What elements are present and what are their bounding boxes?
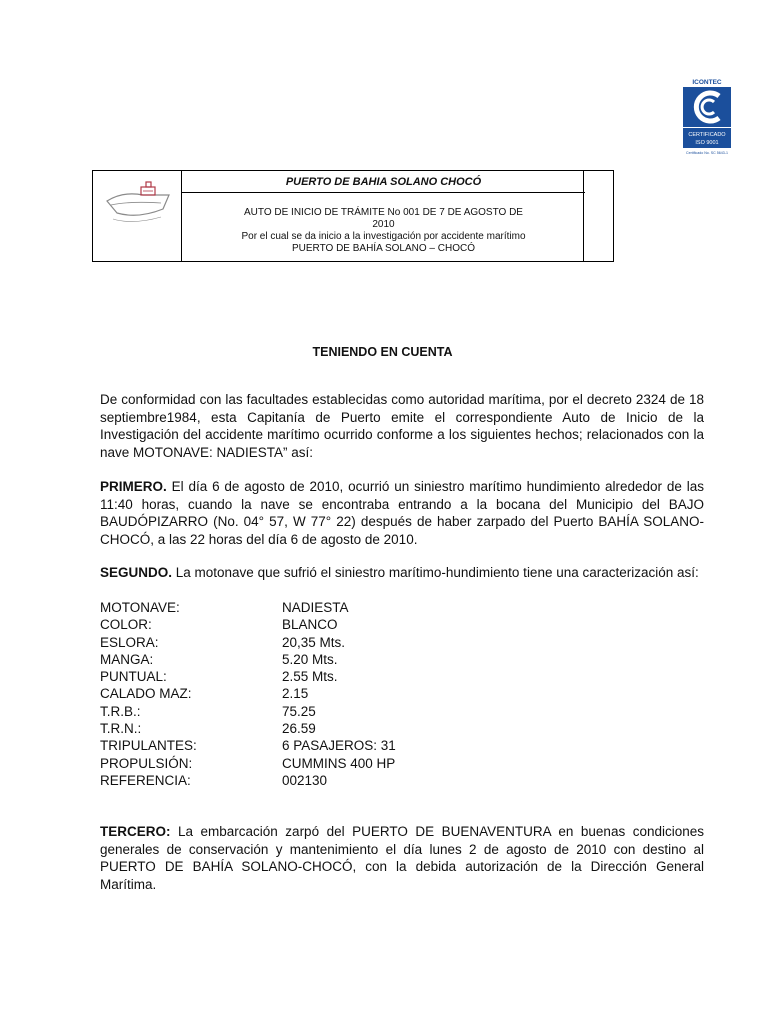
spec-row — [100, 668, 600, 685]
logo-brand: ICONTEC — [692, 79, 722, 86]
spec-label: COLOR: — [100, 617, 152, 633]
header-logo-cell — [93, 171, 182, 261]
spec-value: CUMMINS 400 HP — [282, 755, 396, 771]
vessel-specs — [100, 599, 600, 789]
logo-cert-number: Certificado No. SC 5643-1 — [686, 151, 728, 155]
spec-value: 75.25 — [282, 703, 316, 719]
spec-label: PROPULSIÓN: — [100, 755, 193, 771]
ship-icon — [103, 179, 173, 229]
segundo-text: La motonave que sufrió el siniestro marítimo-hundimiento tiene una caracterización así: — [172, 565, 699, 580]
logo-label-2: ISO 9001 — [695, 140, 719, 146]
spec-value: 6 PASAJEROS: 31 — [282, 738, 396, 754]
header-purpose — [182, 231, 585, 255]
header-act-line2: 2010 — [372, 219, 395, 230]
spec-label: TRIPULANTES: — [100, 738, 197, 754]
segundo-label: SEGUNDO. — [100, 565, 173, 580]
spec-label: ESLORA: — [100, 634, 159, 650]
spec-value: 2.55 Mts. — [282, 669, 338, 685]
spec-row — [100, 599, 600, 616]
header-title: PUERTO DE BAHIA SOLANO CHOCÓ — [182, 171, 585, 193]
primero-label: PRIMERO. — [100, 479, 167, 494]
tercero-paragraph — [100, 823, 704, 893]
segundo-paragraph — [100, 564, 704, 582]
section-title: TENIENDO EN CUENTA — [312, 345, 453, 359]
tercero-label: TERCERO: — [100, 824, 171, 839]
spec-label: T.R.N.: — [100, 721, 142, 737]
spec-row — [100, 651, 600, 668]
spec-value: BLANCO — [282, 617, 338, 633]
document-header — [92, 170, 614, 262]
tercero-text: La embarcación zarpó del PUERTO DE BUENAVENTURA en buenas condiciones generales de conservación y mantenimiento el día lunes 2 de agosto de 2010 con destino al PUERTO DE BAHÍA SOLANO-CHOCÓ, con la debida autorización de la Dirección General Marítima. — [100, 824, 704, 892]
spec-value: 5.20 Mts. — [282, 651, 338, 667]
spec-row — [100, 616, 600, 633]
spec-row — [100, 737, 600, 754]
icontec-iso-logo — [681, 76, 733, 156]
header-act — [182, 193, 585, 231]
header-purpose-line1: Por el cual se da inicio a la investigación por accidente marítimo — [241, 231, 526, 242]
spec-label: T.R.B.: — [100, 703, 141, 719]
spec-label: MOTONAVE: — [100, 600, 180, 615]
spec-value: 2.15 — [282, 686, 309, 702]
logo-label-1: CERTIFICADO — [688, 132, 726, 138]
spec-label: PUNTUAL: — [100, 669, 167, 685]
spec-value: NADIESTA — [282, 600, 349, 615]
header-act-line1: AUTO DE INICIO DE TRÁMITE No 001 DE 7 DE AGOSTO DE — [244, 207, 523, 218]
primero-text: El día 6 de agosto de 2010, ocurrió un siniestro marítimo hundimiento alrededor de las 11:40 horas, cuando la nave se encontraba entrando a la bocana del Municipio del BAJO BAUDÓPIZARRO (No. 04° 57, W 77° 22) después de haber zarpado del Puerto BAHÍA SOLANO-CHOCÓ, a las 22 horas del día 6 de agosto de 2010. — [100, 479, 704, 547]
header-text-cell — [182, 171, 585, 261]
spec-label: CALADO MAZ: — [100, 686, 192, 702]
spec-row — [100, 772, 600, 789]
spec-row — [100, 755, 600, 772]
intro-paragraph: De conformidad con las facultades establecidas como autoridad marítima, por el decreto 2324 de 18 septiembre1984, esta Capitanía de Puerto emite el correspondiente Auto de Inicio de la Investigación del accidente marítimo ocurrido conforme a los siguientes hechos; relacionados con la nave MOTONAVE: NADIESTA” así: — [100, 392, 704, 460]
spec-row — [100, 634, 600, 651]
primero-paragraph — [100, 478, 704, 548]
spec-value: 26.59 — [282, 721, 316, 737]
spec-label: REFERENCIA: — [100, 772, 191, 788]
header-empty-cell — [583, 171, 613, 261]
spec-value: 002130 — [282, 772, 328, 788]
spec-row — [100, 685, 600, 702]
spec-row — [100, 720, 600, 737]
spec-value: 20,35 Mts. — [282, 634, 346, 650]
header-purpose-line2: PUERTO DE BAHÍA SOLANO – CHOCÓ — [291, 243, 475, 254]
spec-row — [100, 703, 600, 720]
spec-label: MANGA: — [100, 651, 154, 667]
